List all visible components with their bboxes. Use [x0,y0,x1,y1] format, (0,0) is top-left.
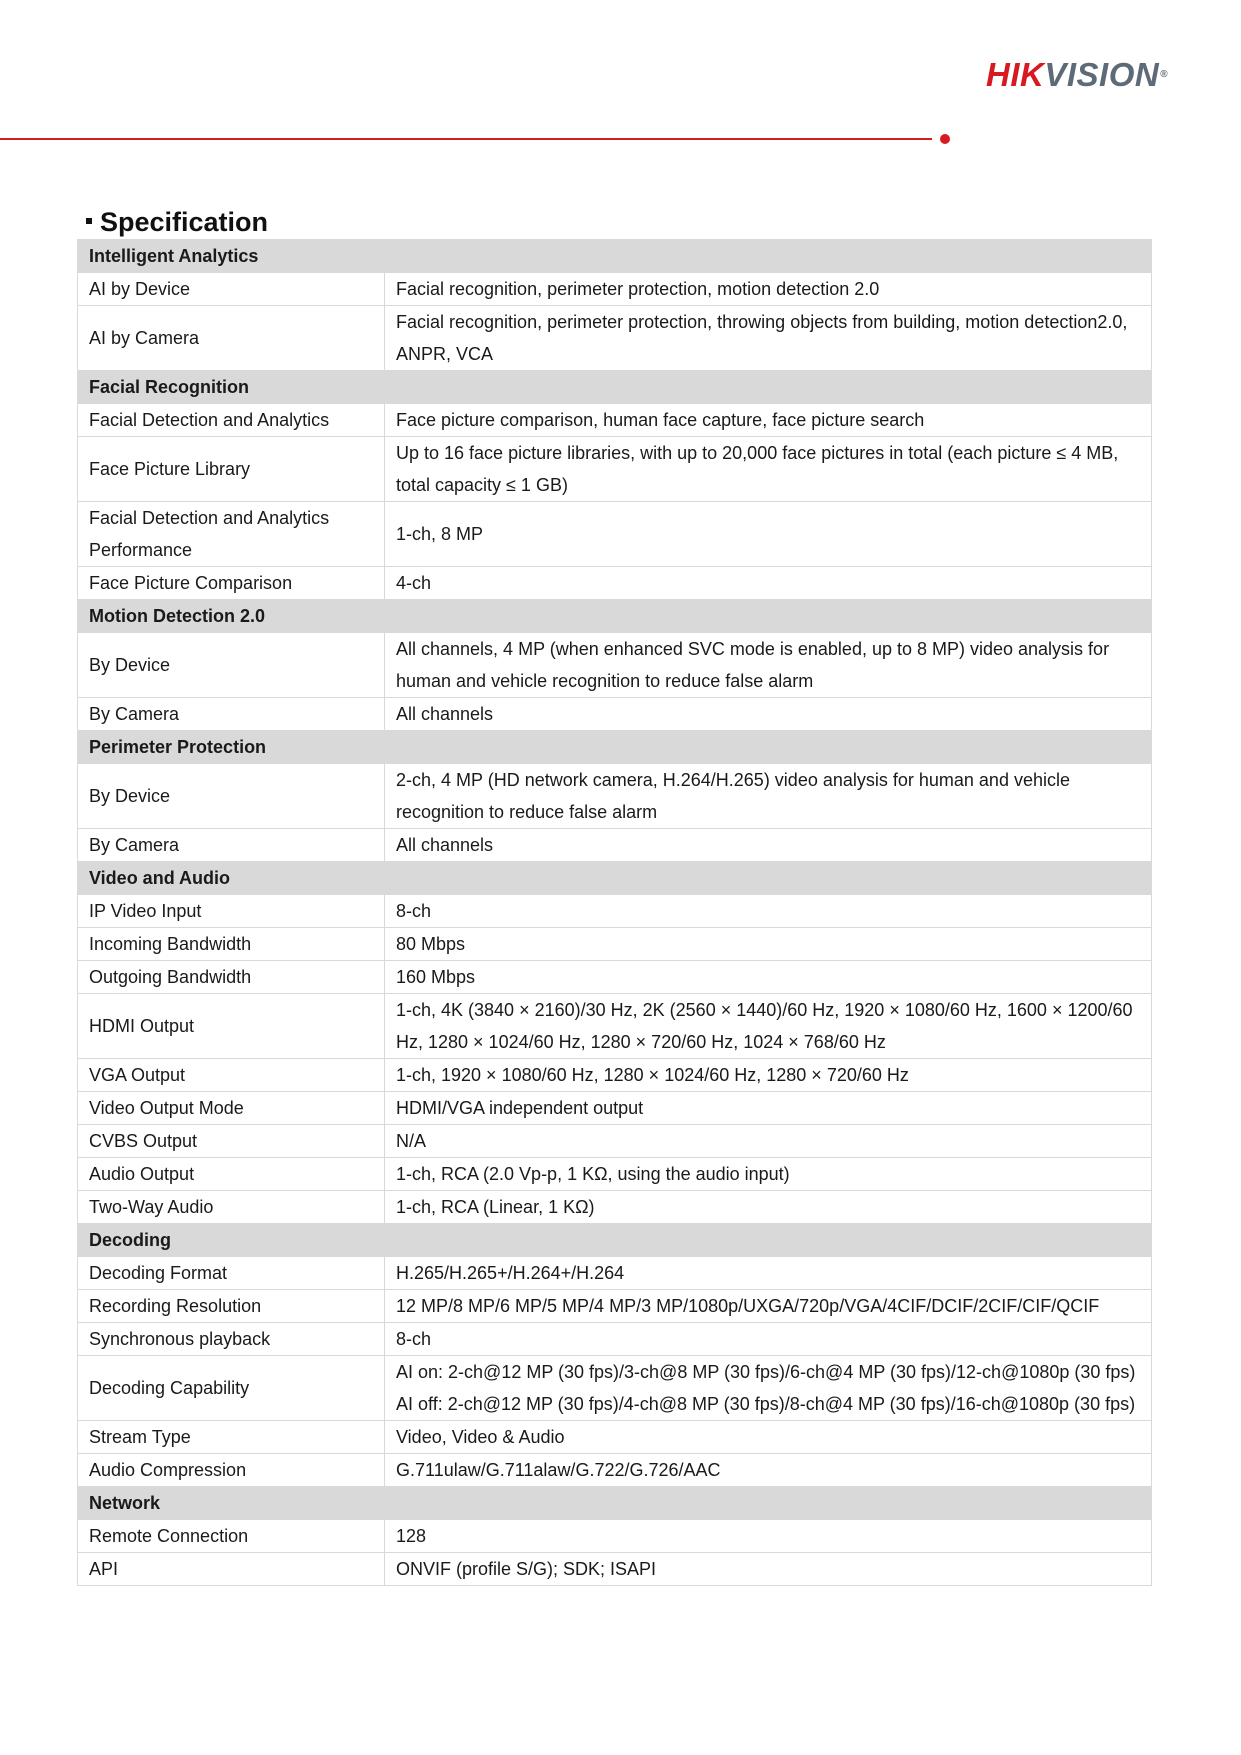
spec-value-line: 8-ch [396,901,432,921]
spec-value [385,633,1152,698]
spec-label: Decoding Format [78,1257,385,1290]
group-header-motion-detection-2-0 [78,600,1152,633]
spec-label: Decoding Capability [78,1356,385,1421]
spec-label: AI by Camera [78,306,385,371]
header-divider [0,138,932,140]
spec-row [78,273,1152,306]
spec-row [78,1323,1152,1356]
spec-label: By Camera [78,829,385,862]
spec-value-line: 128 [396,1526,427,1546]
spec-value [385,1158,1152,1191]
group-header-network [78,1487,1152,1520]
spec-row [78,895,1152,928]
spec-value-line: 1-ch, RCA (Linear, 1 KΩ) [396,1197,595,1217]
group-header-video-and-audio [78,862,1152,895]
spec-value-line: 8-ch [396,1329,432,1349]
spec-row [78,1092,1152,1125]
spec-value-line: AI off: 2-ch@12 MP (30 fps)/4-ch@8 MP (30 fps)/8-ch@4 MP (30 fps)/16-ch@1080p (30 fps) [396,1394,1136,1414]
spec-value [385,895,1152,928]
spec-label: Incoming Bandwidth [78,928,385,961]
brand-logo [986,56,1168,94]
spec-label: By Device [78,633,385,698]
spec-value [385,1323,1152,1356]
spec-label: Remote Connection [78,1520,385,1553]
spec-row [78,1059,1152,1092]
spec-value [385,928,1152,961]
spec-value-line: Up to 16 face picture libraries, with up to 20,000 face pictures in total (each picture ≤ 4 MB, total capacity ≤ 1 GB) [396,443,1119,495]
spec-row [78,633,1152,698]
spec-label: By Camera [78,698,385,731]
group-title: Motion Detection 2.0 [78,600,1152,633]
spec-row [78,1421,1152,1454]
group-title: Facial Recognition [78,371,1152,404]
spec-label: HDMI Output [78,994,385,1059]
spec-label: VGA Output [78,1059,385,1092]
spec-value-line: N/A [396,1131,427,1151]
group-header-perimeter-protection [78,731,1152,764]
spec-value [385,1257,1152,1290]
spec-value [385,1059,1152,1092]
spec-value [385,961,1152,994]
spec-row [78,567,1152,600]
spec-row [78,698,1152,731]
spec-row [78,502,1152,567]
spec-row [78,1454,1152,1487]
spec-value-line: 1-ch, 8 MP [396,524,484,544]
spec-row [78,961,1152,994]
registered-mark: ® [1160,69,1169,80]
spec-value-line: 160 Mbps [396,967,476,987]
spec-value-line: ONVIF (profile S/G); SDK; ISAPI [396,1559,657,1579]
spec-label: Synchronous playback [78,1323,385,1356]
spec-label: Facial Detection and Analytics [78,404,385,437]
spec-value-line: Video, Video & Audio [396,1427,565,1447]
spec-label: Face Picture Comparison [78,567,385,600]
spec-label: IP Video Input [78,895,385,928]
spec-row [78,1520,1152,1553]
spec-row [78,306,1152,371]
spec-row [78,1125,1152,1158]
spec-value [385,404,1152,437]
spec-value [385,1092,1152,1125]
logo-text-red: HIK [986,56,1045,93]
spec-value-line: All channels, 4 MP (when enhanced SVC mode is enabled, up to 8 MP) video analysis for human and vehicle recognition to reduce false alarm [396,639,1110,691]
group-title: Decoding [78,1224,1152,1257]
spec-label: Audio Compression [78,1454,385,1487]
group-title: Network [78,1487,1152,1520]
spec-label: Audio Output [78,1158,385,1191]
spec-value [385,306,1152,371]
spec-value-line: 1-ch, 1920 × 1080/60 Hz, 1280 × 1024/60 Hz, 1280 × 720/60 Hz [396,1065,909,1085]
spec-value-line: H.265/H.265+/H.264+/H.264 [396,1263,625,1283]
spec-table-body [78,240,1152,1586]
spec-value [385,567,1152,600]
spec-row [78,1191,1152,1224]
section-title-text: Specification [100,207,269,237]
spec-value [385,764,1152,829]
bullet-icon [86,218,92,224]
spec-value [385,698,1152,731]
spec-label: CVBS Output [78,1125,385,1158]
spec-value [385,1191,1152,1224]
spec-label: Outgoing Bandwidth [78,961,385,994]
spec-row [78,764,1152,829]
spec-value [385,273,1152,306]
spec-value [385,1454,1152,1487]
spec-row [78,1553,1152,1586]
spec-value [385,1356,1152,1421]
spec-row [78,1257,1152,1290]
spec-value [385,1290,1152,1323]
spec-row [78,1158,1152,1191]
group-header-intelligent-analytics [78,240,1152,273]
spec-label: AI by Device [78,273,385,306]
spec-value [385,1520,1152,1553]
spec-value-line: All channels [396,835,494,855]
spec-value-line: Face picture comparison, human face capture, face picture search [396,410,925,430]
spec-value [385,437,1152,502]
spec-value-line: G.711ulaw/G.711alaw/G.722/G.726/AAC [396,1460,721,1480]
header-divider-dot [940,134,950,144]
group-title: Video and Audio [78,862,1152,895]
spec-value-line: 80 Mbps [396,934,466,954]
spec-label: Facial Detection and Analytics Performance [78,502,385,567]
spec-value [385,1421,1152,1454]
spec-label: Video Output Mode [78,1092,385,1125]
spec-value-line: All channels [396,704,494,724]
spec-row [78,437,1152,502]
spec-value-line: 1-ch, RCA (2.0 Vp-p, 1 KΩ, using the audio input) [396,1164,790,1184]
spec-label: API [78,1553,385,1586]
group-header-facial-recognition [78,371,1152,404]
spec-value-line: Facial recognition, perimeter protection, throwing objects from building, motion detection2.0, ANPR, VCA [396,312,1128,364]
spec-row [78,1290,1152,1323]
logo-text-gray: VISION [1044,56,1160,93]
spec-label: Two-Way Audio [78,1191,385,1224]
spec-label: Recording Resolution [78,1290,385,1323]
spec-value-line: 4-ch [396,573,432,593]
spec-label: Face Picture Library [78,437,385,502]
spec-row [78,994,1152,1059]
spec-label: By Device [78,764,385,829]
spec-value [385,1553,1152,1586]
group-title: Intelligent Analytics [78,240,1152,273]
spec-value-line: AI on: 2-ch@12 MP (30 fps)/3-ch@8 MP (30 fps)/6-ch@4 MP (30 fps)/12-ch@1080p (30 fps) [396,1362,1136,1382]
spec-value-line: 2-ch, 4 MP (HD network camera, H.264/H.265) video analysis for human and vehicle recognition to reduce false alarm [396,770,1070,822]
section-title [86,204,268,240]
spec-value [385,994,1152,1059]
spec-row [78,829,1152,862]
spec-row [78,928,1152,961]
spec-value [385,1125,1152,1158]
spec-row [78,404,1152,437]
spec-label: Stream Type [78,1421,385,1454]
group-title: Perimeter Protection [78,731,1152,764]
spec-row [78,1356,1152,1421]
spec-value-line: HDMI/VGA independent output [396,1098,644,1118]
spec-value [385,502,1152,567]
spec-value [385,829,1152,862]
spec-value-line: 1-ch, 4K (3840 × 2160)/30 Hz, 2K (2560 × 1440)/60 Hz, 1920 × 1080/60 Hz, 1600 × 1200/60 Hz, 1280 × 1024/60 Hz, 1280 × 720/60 Hz, 1024 × 768/60 Hz [396,1000,1133,1052]
spec-table [77,239,1152,1586]
spec-value-line: 12 MP/8 MP/6 MP/5 MP/4 MP/3 MP/1080p/UXGA/720p/VGA/4CIF/DCIF/2CIF/CIF/QCIF [396,1296,1100,1316]
group-header-decoding [78,1224,1152,1257]
spec-value-line: Facial recognition, perimeter protection, motion detection 2.0 [396,279,880,299]
